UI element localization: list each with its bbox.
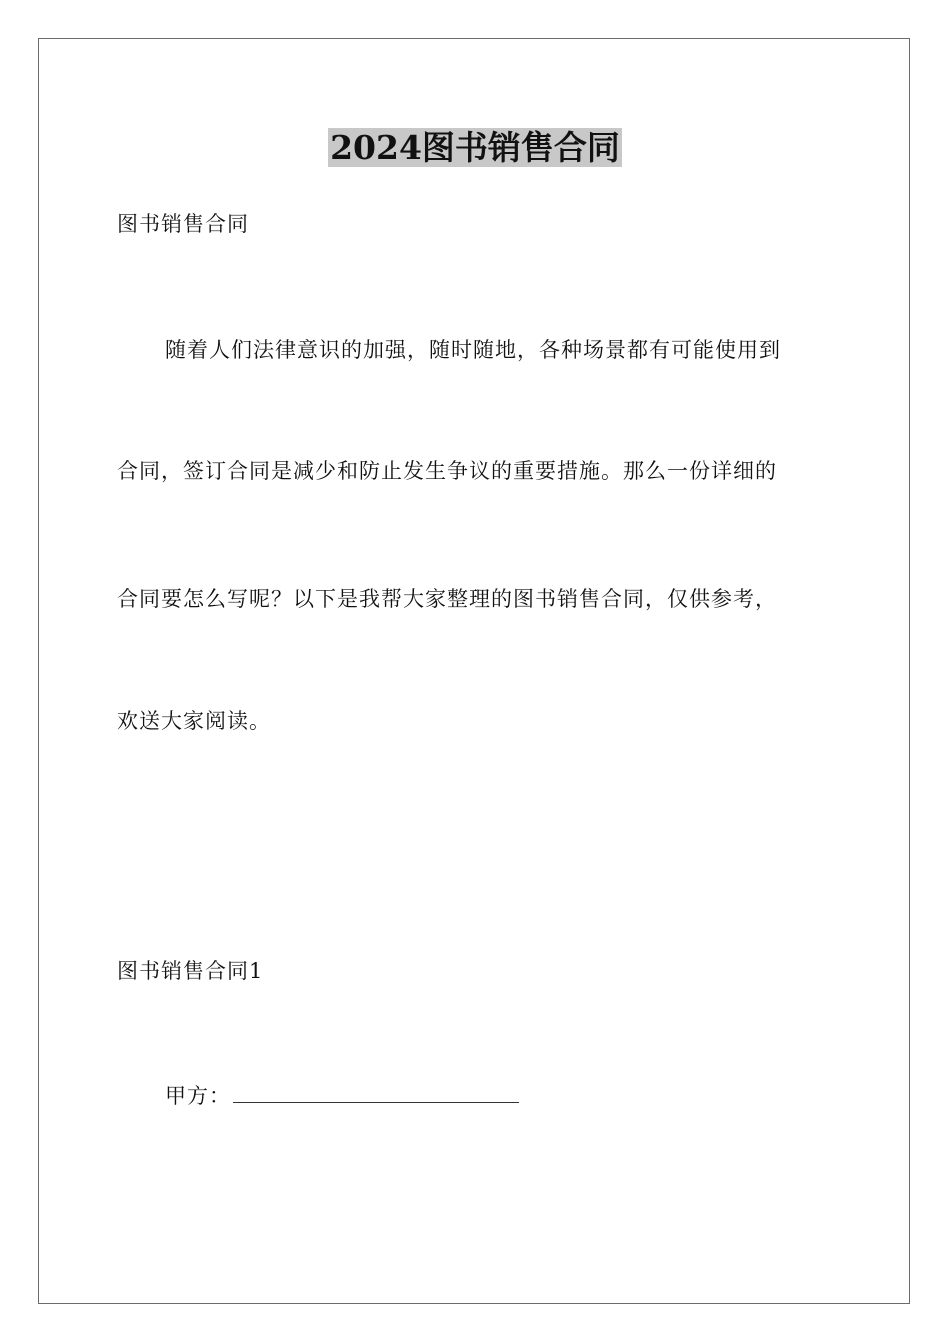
party-a-label: 甲方： <box>165 1084 231 1108</box>
document-title <box>0 128 950 168</box>
section-heading: 图书销售合同1 <box>117 959 264 983</box>
intro-paragraph-line: 合同要怎么写呢？以下是我帮大家整理的图书销售合同，仅供参考， <box>117 587 777 611</box>
intro-paragraph-line: 欢送大家阅读。 <box>117 709 271 733</box>
document-title-text: 2024图书销售合同 <box>330 128 620 167</box>
intro-paragraph-line: 合同，签订合同是减少和防止发生争议的重要措施。那么一份详细的 <box>117 459 777 483</box>
document-subtitle: 图书销售合同 <box>117 212 249 236</box>
party-a-row <box>165 1082 519 1110</box>
intro-paragraph-line: 随着人们法律意识的加强，随时随地，各种场景都有可能使用到 <box>165 338 781 362</box>
party-a-blank-line <box>233 1082 519 1103</box>
